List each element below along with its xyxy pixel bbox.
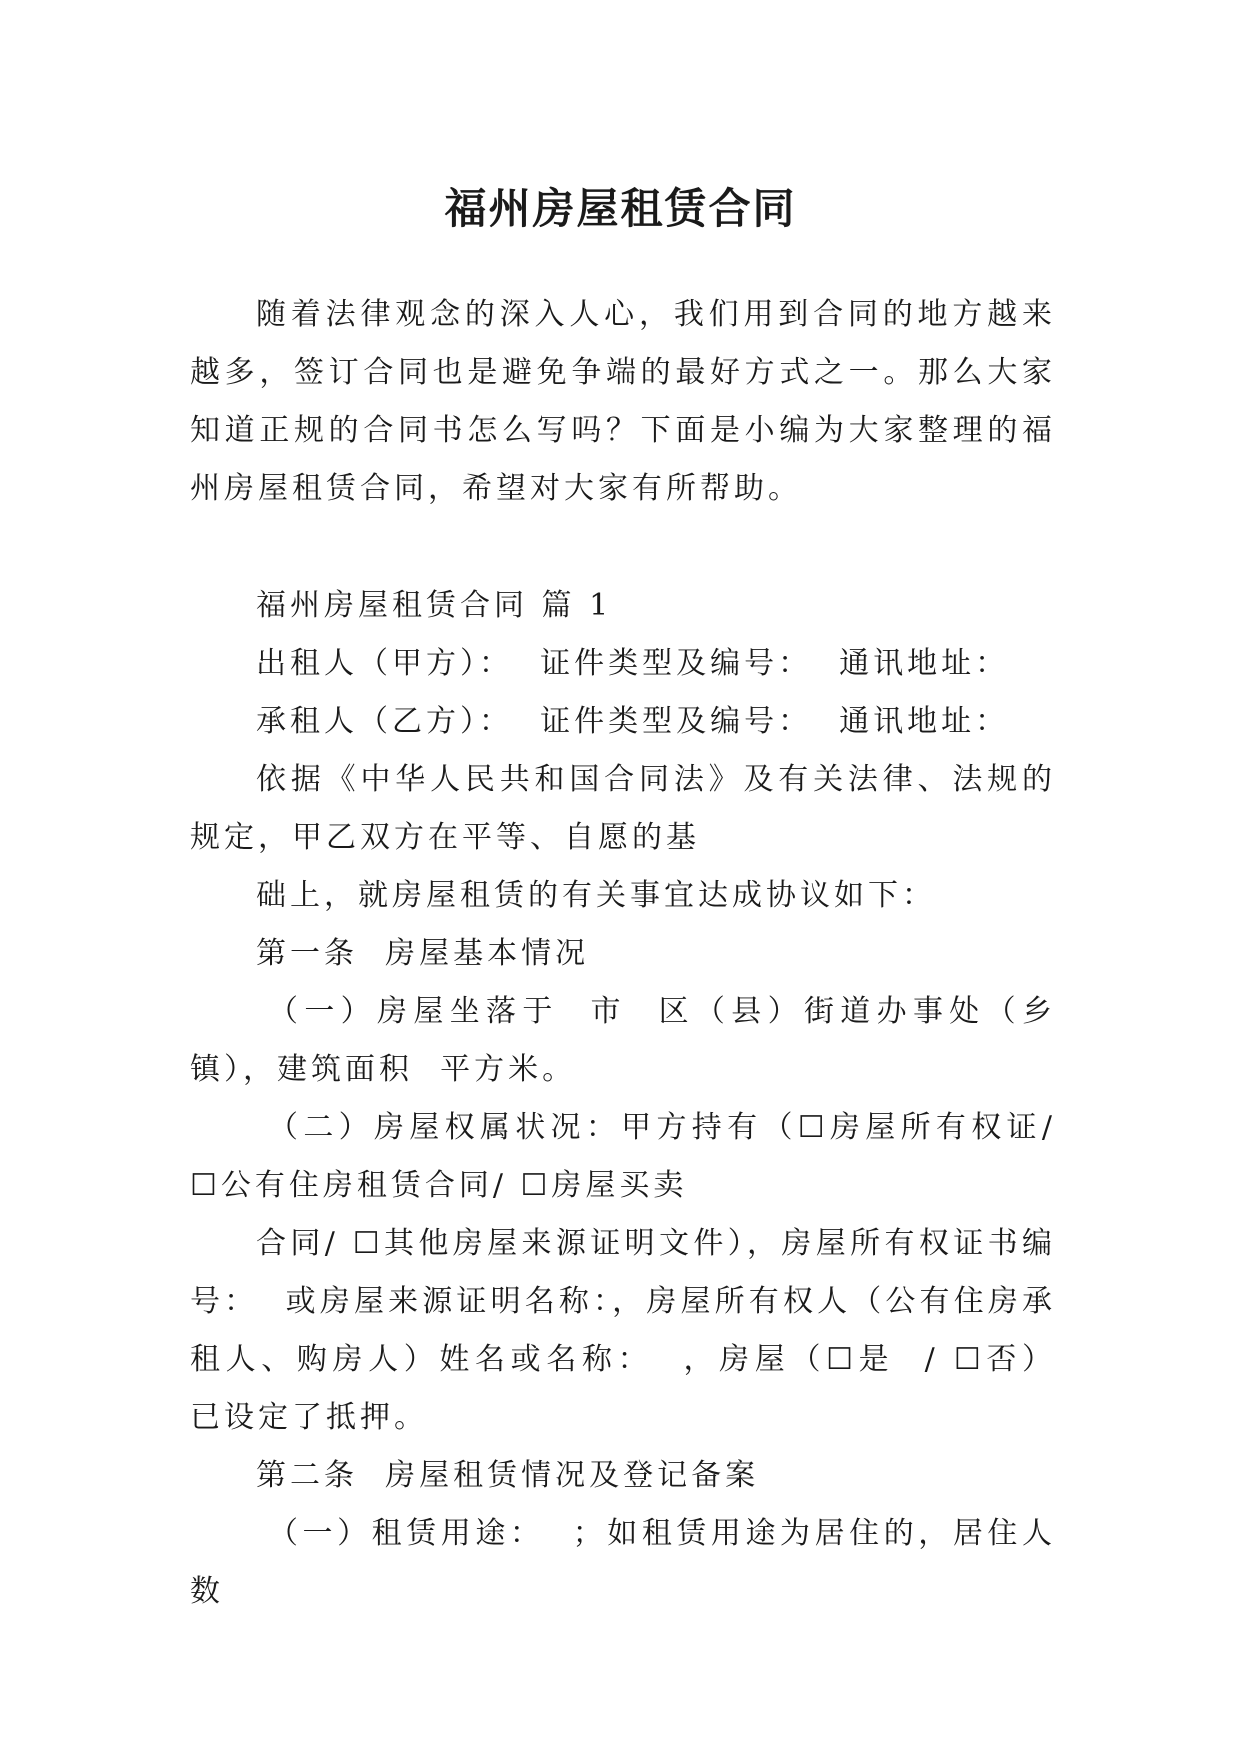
ownership-status-paragraph: （二）房屋权属状况：甲方持有（☐房屋所有权证/ ☐公有住房租赁合同/ ☐房屋买卖: [190, 1110, 1070, 1203]
lessor-line: 出租人（甲方）： 证件类型及编号： 通讯地址：: [256, 646, 1010, 681]
lease-purpose-paragraph: （一）租赁用途： ；如租赁用途为居住的，居住人数: [190, 1516, 1056, 1609]
ownership-certificate-paragraph: 合同/ ☐其他房屋来源证明文件），房屋所有权证书编号： 或房屋来源证明名称：，房屋所有权人（公有住房承租人、购房人）姓名或名称： ，房屋（☐是 / ☐否） 已设定了抵押。: [190, 1226, 1084, 1435]
legal-basis-continuation: 础上，就房屋租赁的有关事宜达成协议如下：: [256, 878, 936, 913]
intro-section: [190, 286, 1056, 518]
document-title: 福州房屋租赁合同: [444, 184, 797, 234]
contract-body: [190, 577, 1084, 1621]
article-one-heading: 第一条 房屋基本情况: [256, 936, 590, 971]
property-location-paragraph: （一）房屋坐落于 市 区（县）街道办事处（乡镇），建筑面积 平方米。: [190, 994, 1056, 1087]
lessee-line: 承租人（乙方）： 证件类型及编号： 通讯地址：: [256, 704, 1010, 739]
contract-heading: 福州房屋租赁合同 篇 1: [256, 588, 613, 623]
intro-paragraph: 随着法律观念的深入人心，我们用到合同的地方越来越多，签订合同也是避免争端的最好方式之一。那么大家知道正规的合同书怎么写吗？下面是小编为大家整理的福州房屋租赁合同，希望对大家有所帮助。: [190, 297, 1056, 506]
legal-basis-paragraph: 依据《中华人民共和国合同法》及有关法律、法规的规定，甲乙双方在平等、自愿的基: [190, 762, 1056, 855]
article-two-heading: 第二条 房屋租赁情况及登记备案: [256, 1458, 760, 1493]
